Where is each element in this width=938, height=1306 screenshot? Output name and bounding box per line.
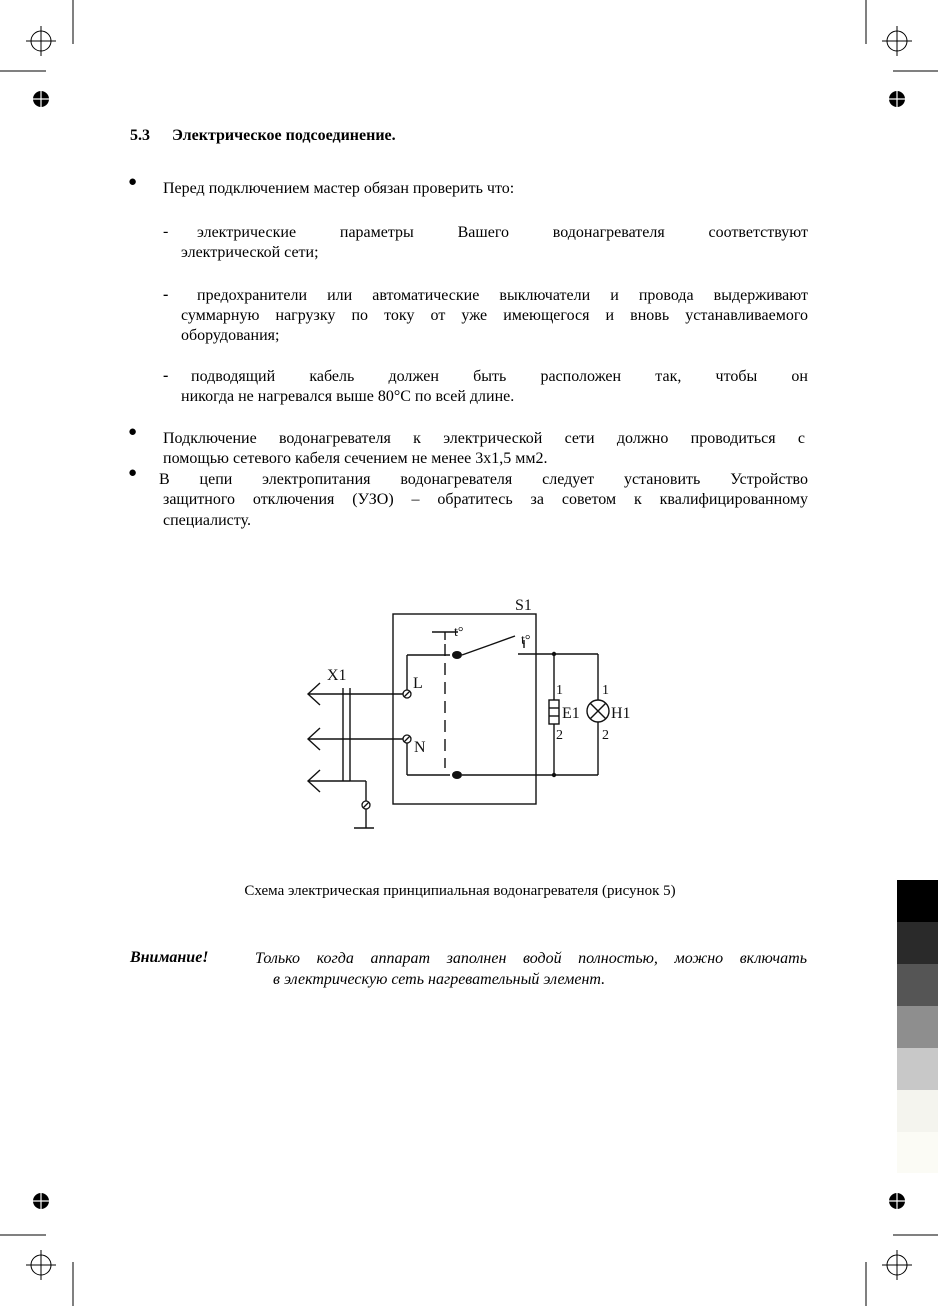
subitem3-line2: никогда не нагревался выше 80°С по всей длине. <box>181 388 515 405</box>
swatch-3 <box>897 1006 938 1048</box>
bullet2-line2: помощью сетевого кабеля сечением не менее 3х1,5 мм2. <box>163 450 548 467</box>
swatch-1 <box>897 922 938 964</box>
subitem2-line1: предохранители или автоматические выключатели и провода выдерживают <box>197 287 808 304</box>
e1-label: E1 <box>562 705 580 722</box>
h1-label: H1 <box>611 705 631 722</box>
swatch-5 <box>897 1090 938 1132</box>
n-label: N <box>414 739 426 756</box>
bullet-icon: ● <box>128 465 138 481</box>
section-heading <box>130 127 396 145</box>
warning-line2: в электрическую сеть нагревательный элемент. <box>273 970 606 988</box>
swatch-6 <box>897 1132 938 1173</box>
t1-label: t° <box>454 625 464 640</box>
dash-marker: - <box>163 286 169 303</box>
l-label: L <box>413 675 423 692</box>
subitem2-line2: суммарную нагрузку по току от уже имеющегося и вновь устанавливаемого <box>181 307 808 324</box>
bullet3-line2: защитного отключения (УЗО) – обратитесь за советом к квалифицированному <box>163 491 808 508</box>
bullet3-line1: В цепи электропитания водонагревателя следует установить Устройство <box>159 471 808 488</box>
subitem1-line1: электрические параметры Вашего водонагревателя соответствуют <box>197 224 808 241</box>
section-number: 5.3 <box>130 127 150 144</box>
bullet1-intro: Перед подключением мастер обязан проверить что: <box>163 180 515 197</box>
bullet-icon: ● <box>128 424 138 440</box>
dash-marker: - <box>163 223 169 240</box>
warning-line1: Только когда аппарат заполнен водой полностью, можно включать <box>255 950 807 967</box>
e1-pin2: 2 <box>556 728 563 743</box>
bullet3-line3: специалисту. <box>163 512 251 529</box>
swatch-4 <box>897 1048 938 1090</box>
h1-pin1: 1 <box>602 683 609 698</box>
t2-label: t° <box>521 633 531 648</box>
figure-caption: Схема электрическая принципиальная водонагревателя (рисунок 5) <box>244 883 676 899</box>
bullet-icon: ● <box>128 174 138 190</box>
subitem2-line3: оборудования; <box>181 327 280 344</box>
subitem3-line1: подводящий кабель должен быть расположен так, чтобы он <box>191 368 808 385</box>
e1-pin1: 1 <box>556 683 563 698</box>
h1-pin2: 2 <box>602 728 609 743</box>
x1-label: X1 <box>327 667 347 684</box>
swatch-2 <box>897 964 938 1006</box>
warning-label: Внимание! <box>130 949 209 966</box>
circuit-diagram <box>300 588 645 843</box>
bullet2-line1: Подключение водонагревателя к электрической сети должно проводиться с <box>163 430 805 447</box>
heater-e1 <box>549 700 559 724</box>
s1-label: S1 <box>515 597 532 614</box>
subitem1-line2: электрической сети; <box>181 244 319 261</box>
warning-text <box>255 949 807 990</box>
section-title: Электрическое подсоединение. <box>172 127 396 144</box>
dash-marker: - <box>163 367 169 384</box>
